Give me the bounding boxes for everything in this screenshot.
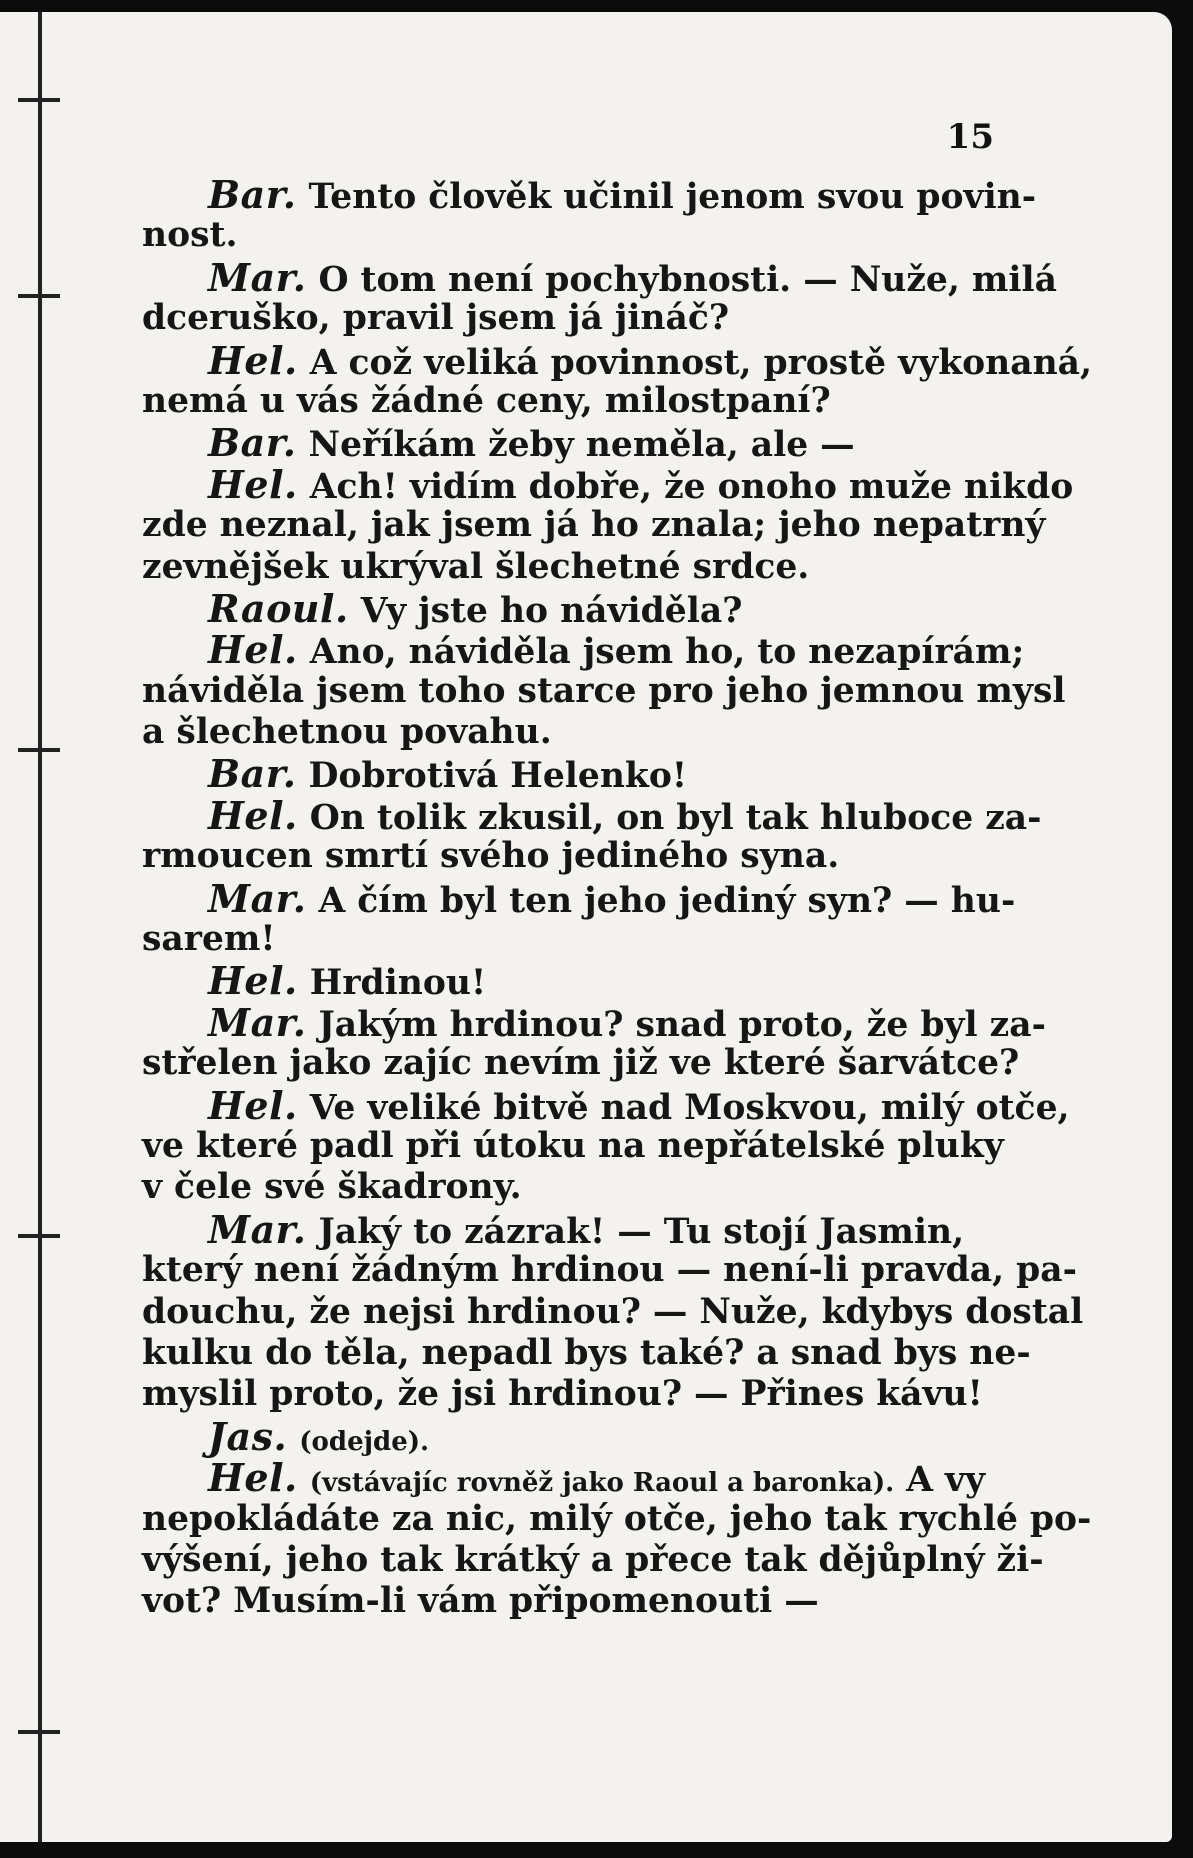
speaker: Mar.: [208, 999, 307, 1045]
line-text: Ve veliké bitvě nad Moskvou, milý otče,: [309, 1087, 1070, 1128]
speaker: Hel.: [208, 1082, 298, 1128]
binding-mark: [18, 748, 60, 752]
speaker: Mar.: [208, 254, 307, 300]
speaker: Hel.: [208, 1455, 298, 1501]
speaker: Hel.: [208, 627, 298, 673]
line-text: nepokládáte za nic, milý otče, jeho tak rychlé po-: [142, 1498, 1092, 1539]
line-text: nost.: [142, 215, 238, 256]
line-text: Ach! vidím dobře, že onoho muže nikdo: [309, 466, 1074, 507]
line-text: střelen jako zajíc nevím již ve které šarvátce?: [142, 1043, 1020, 1084]
line-text: sarem!: [142, 919, 276, 960]
binding-mark: [18, 1730, 60, 1734]
page-number: 15: [946, 117, 994, 157]
line-text: Tento člověk učinil jenom svou povin-: [308, 177, 1037, 217]
line-text: rmoucen smrtí svého jediného syna.: [142, 836, 840, 877]
line-text: Neříkám žeby neměla, ale —: [308, 425, 855, 466]
binding-edge: [38, 12, 42, 1842]
line-text: a šlechetnou povahu.: [142, 712, 552, 753]
speaker: Jas.: [208, 1413, 288, 1459]
line-text: nemá u vás žádné ceny, milostpaní?: [142, 380, 831, 421]
line-text: ve které padl při útoku na nepřátelské pluky: [142, 1125, 1004, 1166]
speaker: Mar.: [208, 875, 307, 921]
line-text: který není žádným hrdinou — není-li pravda, pa-: [142, 1250, 1077, 1291]
stage-direction: (vstávajíc rovněž jako Raoul a baronka).: [309, 1468, 895, 1499]
binding-mark: [18, 1234, 60, 1238]
line-text: dceruško, pravil jsem já jináč?: [142, 298, 730, 339]
speaker: Hel.: [208, 792, 298, 838]
line-text: zde neznal, jak jsem já ho znala; jeho nepatrný: [142, 505, 1046, 546]
line-text: zevnějšek ukrýval šlechetné srdce.: [142, 546, 810, 587]
line-text: kulku do těla, nepadl bys také? a snad bys ne-: [142, 1332, 1031, 1373]
line-text: A čím byl ten jeho jediný syn? — hu-: [318, 880, 1016, 921]
line-text: Hrdinou!: [309, 963, 487, 1004]
speaker: Bar.: [208, 751, 297, 797]
line-text: Dobrotivá Helenko!: [308, 756, 687, 797]
line-text: Vy jste ho náviděla?: [360, 590, 743, 631]
line-text: Ano, náviděla jsem ho, to nezapírám;: [309, 632, 1025, 673]
binding-mark: [18, 294, 60, 298]
speaker: Bar.: [208, 172, 297, 217]
binding-mark: [18, 98, 60, 102]
line-text: On tolik zkusil, on byl tak hluboce za-: [309, 797, 1042, 838]
line-text: vot? Musím-li vám připomenouti —: [142, 1581, 819, 1622]
line-text: Jakým hrdinou? snad proto, že byl za-: [318, 1004, 1046, 1045]
speaker: Hel.: [208, 958, 298, 1004]
speaker: Hel.: [208, 337, 298, 383]
book-page: [0, 12, 1172, 1842]
line-text: myslil proto, že jsi hrdinou? — Přines kávu!: [142, 1374, 983, 1415]
speaker: Bar.: [208, 420, 297, 466]
line-text: douchu, že nejsi hrdinou? — Nuže, kdybys dostal: [142, 1291, 1084, 1332]
speaker: Hel.: [208, 461, 298, 507]
line-text: v čele své škadrony.: [142, 1167, 522, 1208]
line-text: A což veliká povinnost, prostě vykonaná,: [309, 342, 1093, 383]
line-text: O tom není pochybnosti. — Nuže, milá: [318, 259, 1057, 300]
stage-direction: (odejde).: [299, 1426, 430, 1457]
line-text: výšení, jeho tak krátký a přece tak dějůplný ži-: [142, 1539, 1044, 1580]
dialogue-text: [142, 172, 1093, 1623]
line-text: Jaký to zázrak! — Tu stojí Jasmin,: [318, 1211, 965, 1252]
line-text: A vy: [906, 1460, 986, 1501]
line-text: náviděla jsem toho starce pro jeho jemnou mysl: [142, 670, 1066, 711]
speaker: Raoul.: [208, 585, 349, 631]
speaker: Mar.: [208, 1206, 307, 1252]
